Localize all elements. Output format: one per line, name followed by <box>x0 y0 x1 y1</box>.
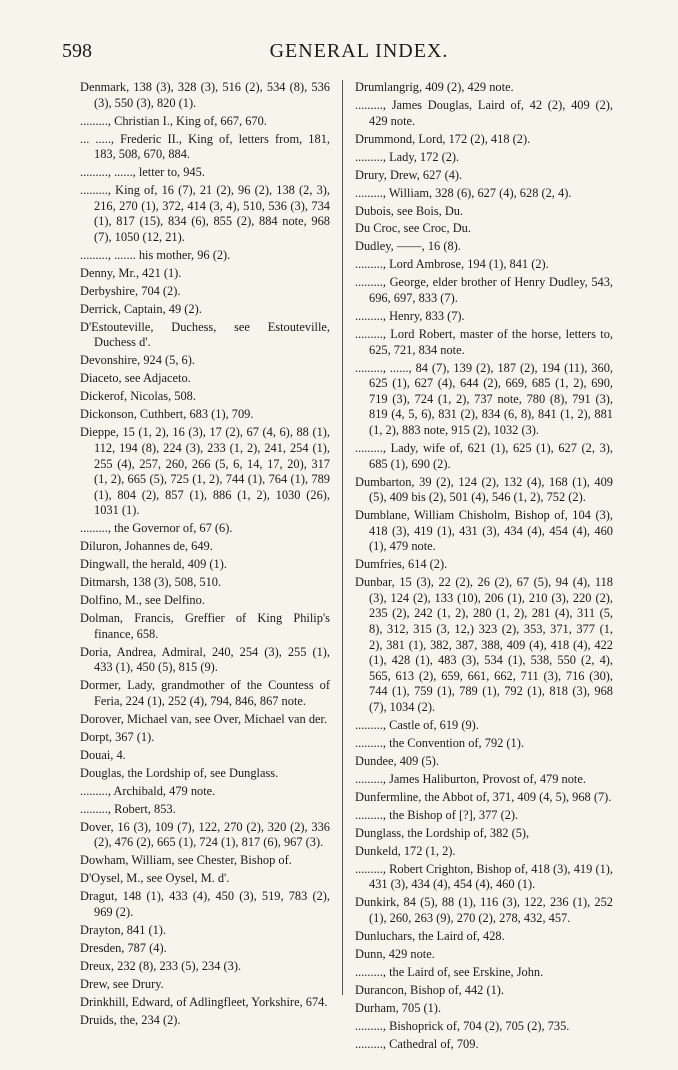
index-entry: Druids, the, 234 (2). <box>80 1012 181 1027</box>
index-entry: Durancon, Bishop of, 442 (1). <box>355 982 505 997</box>
index-entry: Dieppe, 15 (1, 2), 16 (3), 17 (2), 67 (4, 6), 88 (1), 112, 194 (8), 224 (3), 233 (1, 2), 241, 254 (1), 255 (4), 257, 260, 266 (5, 6, 14, 17, 20), 317 (1, 2), 665 (5), 725 (1, 2), 744 (1), 764 (1), 789 (1), 804 (2), 857 (1), 886 (1, 2), 1030 (26), 1031 (1). <box>80 425 330 518</box>
index-entry: Dormer, Lady, grandmother of the Countess of Feria, 224 (1), 252 (4), 794, 846, 867 note. <box>80 678 330 708</box>
index-entry: ........., Cathedral of, 709. <box>355 1036 479 1051</box>
index-entry: ........., Lady, 172 (2). <box>355 149 460 164</box>
index-entry: Doria, Andrea, Admiral, 240, 254 (3), 255 (1), 433 (1), 450 (5), 815 (9). <box>80 644 330 675</box>
index-entry: Dorover, Michael van, see Over, Michael van der. <box>80 711 328 726</box>
index-entry: Dumbarton, 39 (2), 124 (2), 132 (4), 168 (1), 409 (5), 409 bis (2), 501 (4), 546 (1, 2), 752 (2). <box>355 474 613 505</box>
index-entry: ........., King of, 16 (7), 21 (2), 96 (2), 138 (2, 3), 216, 270 (1), 372, 414 (3, 4), 510, 536 (3), 734 (1), 817 (15), 834 (6), 855 (2), 884 note, 968 (7), 1050 (12, 21). <box>80 183 330 244</box>
index-entry: Dunn, 429 note. <box>355 947 435 961</box>
index-entry: Dunglass, the Lordship of, 382 (5), <box>355 825 530 840</box>
index-entry: Dreux, 232 (8), 233 (5), 234 (3). <box>80 958 242 973</box>
index-entry: ........., Robert, 853. <box>80 801 176 816</box>
index-entry: ... ....., Frederic II., King of, letters from, 181, 183, 508, 670, 884. <box>80 131 330 162</box>
index-entry: ........., Henry, 833 (7). <box>355 309 465 324</box>
index-entry: Diaceto, see Adjaceto. <box>80 371 191 386</box>
index-entry: Dumfries, 614 (2). <box>355 557 448 572</box>
index-entry: ........., ......, 84 (7), 139 (2), 187 (2), 194 (11), 360, 625 (1), 627 (4), 644 (2), 669, 685 (1, 2), 690, 719 (3), 724 (1, 2), 737 note, 780 (8), 791 (3), 819 (4, 5, 6), 831 (2), 834 (6, 8), 841 (1, 2), 881 (1, 2), 883 note, 915 (2), 1032 (3). <box>355 360 613 437</box>
index-entry: ........., George, elder brother of Henry Dudley, 543, 696, 697, 833 (7). <box>355 275 613 306</box>
index-entry: Dowham, William, see Chester, Bishop of. <box>80 853 292 868</box>
index-entry: ........., ......, letter to, 945. <box>80 165 205 180</box>
index-entry: ........., Robert Crighton, Bishop of, 418 (3), 419 (1), 431 (3), 434 (4), 454 (4), 460 (1). <box>355 861 613 892</box>
index-entry: ........., Lady, wife of, 621 (1), 625 (1), 627 (2, 3), 685 (1), 690 (2). <box>355 440 613 471</box>
index-entry: ........., Bishoprick of, 704 (2), 705 (2), 735. <box>355 1018 570 1033</box>
index-entry: Dolfino, M., see Delfino. <box>80 593 205 608</box>
index-entry: Dickonson, Cuthbert, 683 (1), 709. <box>80 407 254 422</box>
index-entry: Ditmarsh, 138 (3), 508, 510. <box>80 575 222 590</box>
index-entry: Denny, Mr., 421 (1). <box>80 265 182 280</box>
index-entry: ........., James Douglas, Laird of, 42 (2), 409 (2), 429 note. <box>355 97 613 128</box>
index-entry: D'Estouteville, Duchess, see Estouteville, Duchess d'. <box>80 319 330 350</box>
index-entry: Douai, 4. <box>80 747 126 762</box>
index-entry: Dragut, 148 (1), 433 (4), 450 (3), 519, 783 (2), 969 (2). <box>80 889 330 919</box>
index-entry: Derrick, Captain, 49 (2). <box>80 301 202 316</box>
index-column-left <box>80 80 330 1031</box>
index-entry: Drury, Drew, 627 (4). <box>355 167 463 182</box>
index-entry: Dubois, see Bois, Du. <box>355 203 464 218</box>
index-entry: ........., James Haliburton, Provost of, 479 note. <box>355 771 586 786</box>
index-entry: ........., Lord Robert, master of the horse, letters to, 625, 721, 834 note. <box>355 327 613 357</box>
index-entry: Dresden, 787 (4). <box>80 940 167 955</box>
index-entry: ........., the Governor of, 67 (6). <box>80 521 233 536</box>
index-entry: Du Croc, see Croc, Du. <box>355 221 471 236</box>
index-entry: Denmark, 138 (3), 328 (3), 516 (2), 534 (8), 536 (3), 550 (3), 820 (1). <box>80 80 330 110</box>
index-entry: Drayton, 841 (1). <box>80 922 167 937</box>
index-entry: Drumlangrig, 409 (2), 429 note. <box>355 80 514 94</box>
index-entry: ........., William, 328 (6), 627 (4), 628 (2, 4). <box>355 185 572 200</box>
index-entry: Dickerof, Nicolas, 508. <box>80 389 196 404</box>
index-entry: Durham, 705 (1). <box>355 1000 442 1015</box>
index-entry: ........., the Laird of, see Erskine, John. <box>355 964 544 979</box>
index-entry: Derbyshire, 704 (2). <box>80 283 181 298</box>
index-entry: Dingwall, the herald, 409 (1). <box>80 557 227 572</box>
index-entry: ........., Lord Ambrose, 194 (1), 841 (2). <box>355 257 549 272</box>
index-entry: Devonshire, 924 (5, 6). <box>80 353 195 368</box>
index-entry: Dundee, 409 (5). <box>355 753 439 768</box>
index-entry: Diluron, Johannes de, 649. <box>80 539 213 554</box>
page-number: 598 <box>62 40 92 62</box>
index-entry: ........., Christian I., King of, 667, 670. <box>80 113 267 128</box>
index-entry: Dudley, ——, 16 (8). <box>355 239 461 254</box>
index-entry: ........., Archibald, 479 note. <box>80 783 216 798</box>
index-column-right <box>355 80 613 1055</box>
index-entry: Douglas, the Lordship of, see Dunglass. <box>80 765 279 780</box>
column-divider <box>342 80 343 995</box>
index-entry: Drew, see Drury. <box>80 976 164 991</box>
index-entry: Dolman, Francis, Greffier of King Philip's finance, 658. <box>80 611 330 641</box>
index-entry: D'Oysel, M., see Oysel, M. d'. <box>80 871 230 886</box>
index-entry: Dunkirk, 84 (5), 88 (1), 116 (3), 122, 236 (1), 252 (1), 260, 263 (9), 270 (2), 278, 432, 457. <box>355 895 613 926</box>
index-entry: Dover, 16 (3), 109 (7), 122, 270 (2), 320 (2), 336 (2), 476 (2), 665 (1), 724 (1), 817 (6), 967 (3). <box>80 819 330 850</box>
index-entry: Dunkeld, 172 (1, 2). <box>355 843 456 858</box>
index-entry: ........., the Convention of, 792 (1). <box>355 735 524 750</box>
index-entry: ........., ....... his mother, 96 (2). <box>80 247 231 262</box>
index-entry: ........., the Bishop of [?], 377 (2). <box>355 807 519 822</box>
index-entry: Dorpt, 367 (1). <box>80 729 155 744</box>
index-entry: Dunfermline, the Abbot of, 371, 409 (4, 5), 968 (7). <box>355 789 612 804</box>
page-title: GENERAL INDEX. <box>269 40 449 62</box>
index-entry: Dunbar, 15 (3), 22 (2), 26 (2), 67 (5), 94 (4), 118 (3), 124 (2), 133 (10), 206 (1), 210 (3), 220 (2), 235 (2), 242 (1, 2), 280 (1, 2), 281 (4), 311 (5, 8), 312, 315 (3, 12,) 323 (2), 353, 371, 377 (1, 2), 381 (1), 382, 387, 388, 409 (4), 418 (4), 422 (1), 428 (1), 483 (3), 534 (1), 538, 550 (2, 4), 565, 613 (2), 659, 661, 662, 711 (3), 716 (30), 744 (1), 759 (1), 789 (1), 792 (1), 818 (3), 968 (7), 1034 (2). <box>355 575 613 714</box>
index-entry: ........., Castle of, 619 (9). <box>355 717 479 732</box>
index-entry: Dumblane, William Chisholm, Bishop of, 104 (3), 418 (3), 419 (1), 431 (3), 434 (4), 454 (4), 460 (1), 479 note. <box>355 508 613 554</box>
index-entry: Dunluchars, the Laird of, 428. <box>355 929 505 944</box>
index-entry: Drinkhill, Edward, of Adlingfleet, Yorkshire, 674. <box>80 994 328 1009</box>
index-entry: Drummond, Lord, 172 (2), 418 (2). <box>355 131 531 146</box>
